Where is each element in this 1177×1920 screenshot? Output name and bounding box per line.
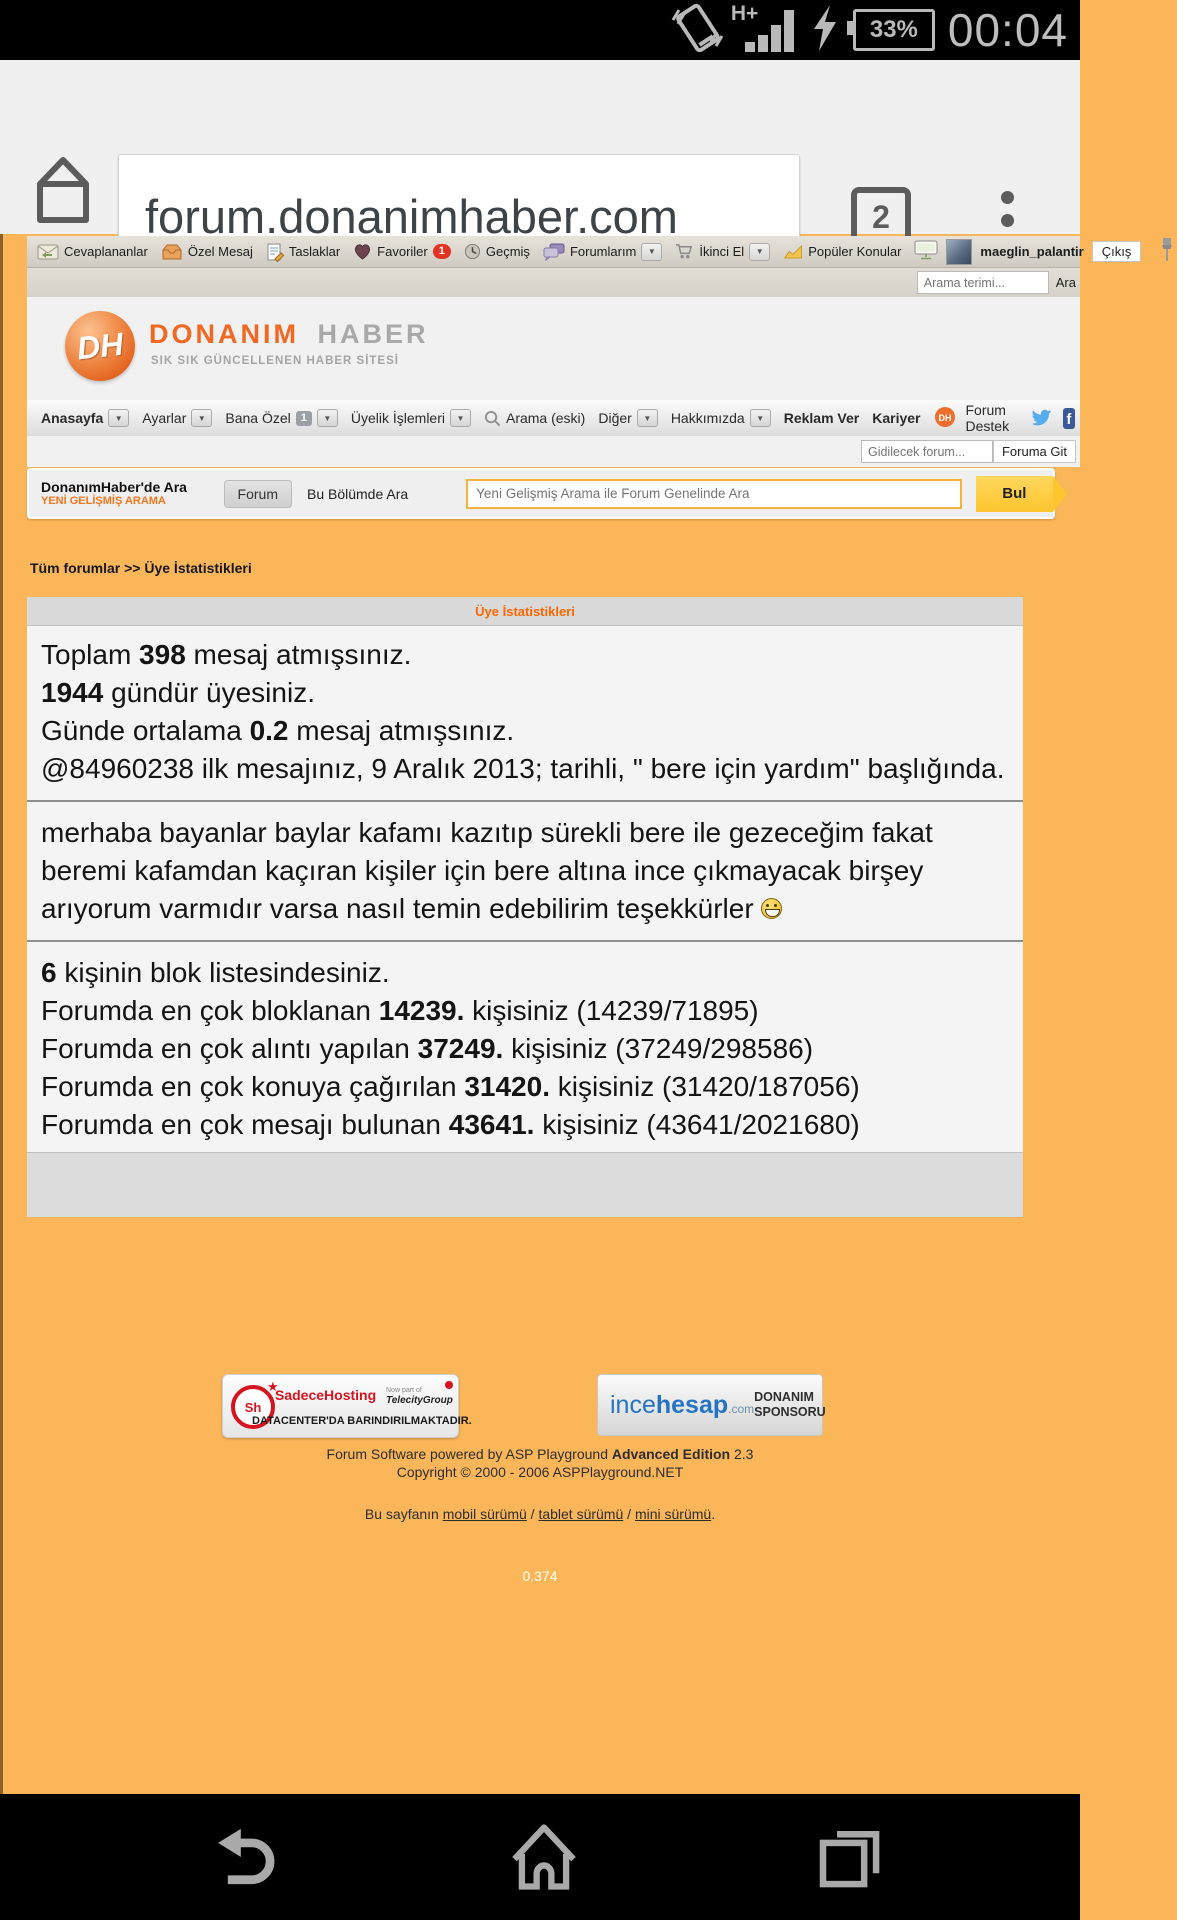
inbox-icon [161, 244, 183, 260]
site-toolbar [27, 236, 1132, 268]
advanced-search-band [27, 468, 1055, 519]
first-message-quote [41, 814, 1009, 928]
sadecehosting-initials: Sh [244, 1399, 262, 1415]
charging-icon [810, 3, 840, 58]
chevron-down-icon[interactable]: ▼ [450, 409, 471, 427]
telecity-label: TelecityGroup [386, 1395, 453, 1406]
site-search-button[interactable]: Ara [1055, 275, 1076, 290]
nav-item-label: Bana Özel [225, 410, 291, 426]
browser-home-icon[interactable] [34, 154, 92, 231]
signal-strength-icon [730, 2, 797, 54]
goto-forum-button[interactable]: Foruma Git [993, 440, 1076, 463]
toolbar-item-cevaplananlar[interactable] [37, 244, 148, 260]
badge: 1 [433, 244, 451, 259]
logo-word-haber: HABER [317, 319, 429, 349]
facebook-icon[interactable]: f [1063, 408, 1075, 429]
chevron-down-icon[interactable]: ▼ [749, 243, 770, 261]
datacenter-label: DATACENTER'DA BARINDIRILMAKTADIR. [252, 1415, 472, 1427]
username[interactable]: maeglin_palantir [980, 244, 1084, 259]
version-link-mobil-s-r-m[interactable]: mobil sürümü [442, 1506, 527, 1522]
toolbar-item-pop-ler-konular[interactable] [783, 244, 901, 259]
home-button[interactable] [504, 1818, 584, 1901]
incehesap-tld: .com [728, 1401, 755, 1416]
nav-item-anasayfa[interactable] [41, 409, 129, 427]
software-credit-bold: Advanced Edition [611, 1446, 731, 1462]
monitor-icon [914, 240, 938, 263]
software-credit-post: 2.3 [730, 1446, 754, 1462]
toolbar-item-label: Taslaklar [288, 244, 341, 259]
nav-item-label: Anasayfa [41, 410, 104, 426]
stat-line: Günde ortalama 0.2 mesaj atmışsınız. [41, 715, 515, 746]
user-avatar[interactable] [946, 239, 972, 265]
nav-item-arama-eski[interactable] [484, 410, 585, 427]
toolbar-item-label: Forumlarım [569, 244, 637, 259]
forum-destek-link[interactable]: Forum Destek [965, 402, 1010, 434]
battery-percent: 33% [869, 16, 918, 43]
stats-block-bottom [41, 954, 1009, 1144]
stat-line: @84960238 ilk mesajınız, 9 Aralık 2013; tarihli, " bere için yardım" başlığında. [41, 753, 1005, 784]
toolbar-item-label: Favoriler [377, 244, 428, 259]
toolbar-item-label: Popüler Konular [808, 244, 902, 259]
stat-line: Forumda en çok alıntı yapılan 37249. kişisiniz (37249/298586) [41, 1033, 814, 1064]
software-credit-pre: Forum Software powered by ASP Playground [326, 1446, 612, 1462]
star-icon: ★ [267, 1379, 279, 1394]
chevron-down-icon[interactable]: ▼ [108, 409, 129, 427]
toolbar-item-i-kinci-el[interactable] [675, 243, 770, 261]
divider [27, 800, 1023, 802]
dot-icon [445, 1381, 453, 1389]
vibrate-icon [670, 2, 726, 59]
logout-button[interactable]: Çıkış [1092, 241, 1142, 262]
stat-line: Toplam 398 mesaj atmışsınız. [41, 639, 412, 670]
search-band-heading: DonanımHaber'de Ara [41, 478, 187, 495]
site-search-row [27, 268, 1080, 297]
back-button[interactable] [204, 1818, 282, 1901]
nav-item-hakk-m-zda[interactable] [671, 409, 771, 427]
site-tagline: SIK SIK GÜNCELLENEN HABER SİTESİ [151, 355, 399, 367]
divider [27, 940, 1023, 942]
incehesap-name2: hesap [655, 1390, 729, 1419]
sponsor-label-line2: SPONSORU [754, 1405, 826, 1419]
browser-toolbar [0, 60, 1080, 234]
stat-line: Forumda en çok mesajı bulunan 43641. kişisiniz (43641/2021680) [41, 1109, 860, 1140]
incehesap-logo [610, 1391, 754, 1420]
heart-icon [353, 243, 372, 260]
main-nav [27, 400, 1080, 437]
pin-icon [1159, 237, 1175, 266]
software-credit [0, 1446, 1080, 1462]
nav-item-label: Reklam Ver [783, 410, 860, 426]
search-submit-button[interactable]: Bul [976, 476, 1053, 512]
nav-item-label: Ayarlar [142, 410, 187, 426]
dh-logo-icon[interactable] [65, 311, 135, 381]
tab-count: 2 [872, 198, 890, 235]
toolbar-item-label: Geçmiş [485, 244, 530, 259]
android-status-bar [0, 0, 1080, 60]
twitter-icon[interactable] [1028, 406, 1053, 430]
reply-icon [37, 244, 59, 260]
nav-item-label: Arama (eski) [505, 410, 586, 426]
nav-item-bana-zel[interactable] [225, 409, 338, 427]
stats-block-top [41, 636, 1009, 788]
toolbar-item-zel-mesaj[interactable] [161, 244, 253, 260]
main-nav-items [41, 409, 921, 427]
sponsor-label-line1: DONANIM [754, 1390, 814, 1404]
sadecehosting-banner[interactable] [222, 1374, 472, 1438]
toolbar-item-forumlar-m[interactable] [543, 243, 662, 261]
nav-item-label: Üyelik İşlemleri [350, 410, 445, 426]
masthead [27, 297, 1080, 400]
draft-icon [266, 243, 284, 261]
panel-title: Üye İstatistikleri [27, 597, 1023, 626]
panel-body [27, 626, 1023, 1152]
chevron-down-icon[interactable]: ▼ [191, 409, 212, 427]
toolbar-item-label: Özel Mesaj [187, 244, 253, 259]
search-scope-tab[interactable]: Forum [224, 480, 292, 508]
site-logo[interactable] [149, 319, 429, 350]
search-band-title [41, 480, 198, 507]
copyright-line: Copyright © 2000 - 2006 ASPPlayground.NET [396, 1464, 684, 1480]
incehesap-banner[interactable] [597, 1374, 826, 1436]
toolbar-item-ge-mi[interactable] [464, 243, 530, 260]
site-toolbar-items [37, 243, 901, 261]
page-versions-line: Bu sayfanın mobil sürümü / tablet sürümü / mini sürümü. [364, 1506, 716, 1522]
network-type-label: H+ [730, 2, 759, 25]
nav-item-kariyer[interactable] [872, 410, 920, 426]
chevron-down-icon[interactable]: ▼ [317, 409, 338, 427]
toolbar-item-taslaklar[interactable] [266, 243, 340, 261]
svg-text:DH: DH [938, 412, 951, 423]
nav-item-label: Diğer [598, 410, 632, 426]
stat-line: 6 kişinin blok listesindesiniz. [41, 957, 390, 988]
partof-label: Now part of [386, 1387, 422, 1394]
nav-item-label: Hakkımızda [670, 410, 745, 426]
nav-item-ayarlar[interactable] [142, 409, 212, 427]
nav-item-reklam-ver[interactable] [784, 410, 860, 426]
search-scope-label[interactable]: Bu Bölümde Ara [306, 485, 409, 502]
chart-icon [783, 244, 803, 259]
toolbar-item-favoriler[interactable] [353, 243, 451, 260]
clock: 00:04 [947, 4, 1068, 56]
stat-line: Forumda en çok bloklanan 14239. kişisiniz (14239/71895) [41, 995, 759, 1026]
incehesap-name1: ince [610, 1390, 656, 1419]
dh-mini-icon [934, 406, 956, 431]
sponsor-label [754, 1390, 826, 1420]
render-timing: 0.374 [522, 1568, 558, 1584]
goto-forum-input[interactable] [861, 440, 993, 463]
chevron-down-icon[interactable]: ▼ [750, 409, 771, 427]
panel-footer [27, 1152, 1023, 1217]
chevron-down-icon[interactable]: ▼ [641, 243, 662, 261]
version-link-mini-s-r-m[interactable]: mini sürümü [634, 1506, 712, 1522]
page-left-edge [0, 234, 3, 1794]
logo-word-donanim: DONANIM [149, 319, 299, 349]
android-nav-bar [0, 1794, 1080, 1920]
cart-icon [675, 243, 694, 260]
stat-line: Forumda en çok konuya çağırılan 31420. kişisiniz (31420/187056) [41, 1071, 860, 1102]
site-search-input[interactable] [917, 271, 1049, 294]
goto-forum-row [27, 436, 1080, 467]
version-link-tablet-s-r-m[interactable]: tablet sürümü [538, 1506, 624, 1522]
nav-item-di-er[interactable] [598, 409, 657, 427]
toolbar-item-label: İkinci El [699, 244, 745, 259]
sadecehosting-name: SadeceHosting [275, 1387, 377, 1403]
logo-initials: DH [75, 325, 125, 366]
forum-search-input[interactable] [466, 479, 962, 509]
badge: 1 [296, 411, 312, 426]
breadcrumb[interactable]: Tüm forumlar >> Üye İstatistikleri [30, 560, 252, 576]
toolbar-item-label: Cevaplananlar [64, 244, 148, 259]
forums-icon [543, 243, 565, 261]
history-icon [464, 243, 481, 260]
grin-emoji-icon [761, 898, 782, 919]
recents-button[interactable] [810, 1818, 888, 1901]
member-stats-panel [27, 597, 1023, 1217]
search-icon [484, 410, 501, 427]
first-message-text: merhaba bayanlar baylar kafamı kazıtıp sürekli bere ile gezeceğim fakat beremi kafamdan kaçıran kişiler için bere altına ince çıkmayacak birşey arıyorum varmıdır varsa nasıl temin edebilirim teşekkürler [41, 817, 933, 924]
nav-item-label: Kariyer [872, 410, 921, 426]
nav-item-yelik-i-lemleri[interactable] [351, 409, 471, 427]
chevron-down-icon[interactable]: ▼ [637, 409, 658, 427]
battery-icon [853, 9, 935, 51]
stat-line: 1944 gündür üyesiniz. [41, 677, 315, 708]
search-band-subheading: YENİ GELİŞMİŞ ARAMA [41, 495, 166, 508]
